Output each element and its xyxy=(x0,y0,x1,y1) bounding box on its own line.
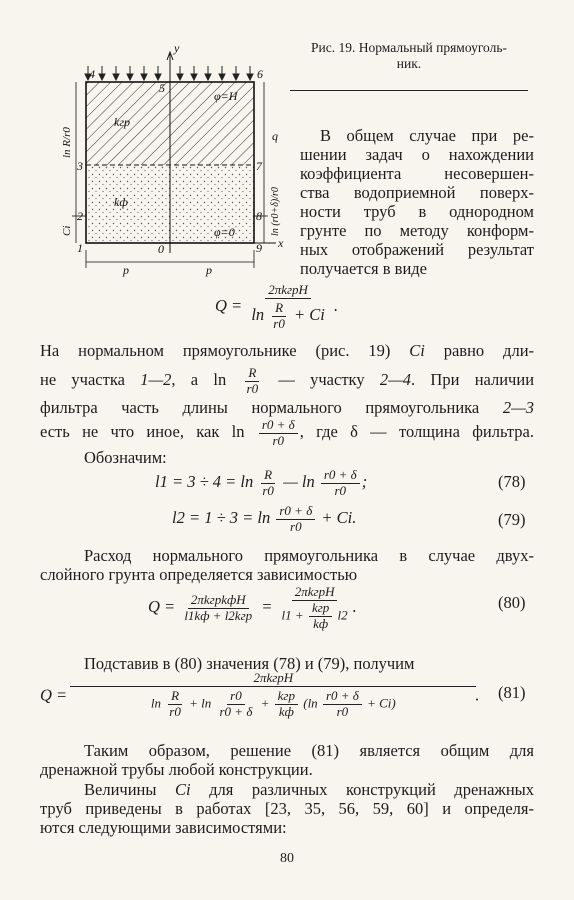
para6-l1a: Величины xyxy=(84,780,157,799)
eq81-d1: ln xyxy=(150,695,162,711)
para2-line-3 xyxy=(40,397,534,418)
eq78-end: ; xyxy=(361,472,368,492)
para6-line-2: труб приведены в работах [23, 35, 56, 59, 60] и определя- xyxy=(40,799,534,818)
eq78-number: (78) xyxy=(498,472,526,491)
k-gr-label: kгр xyxy=(114,115,131,129)
para2-l2c: , а ln xyxy=(171,370,227,390)
eq81-lhs: Q = xyxy=(40,685,68,705)
eq78-f2d: r0 xyxy=(334,482,347,498)
eq81-tail: . xyxy=(475,685,480,705)
para1-line-5: ности труб в однородном xyxy=(300,202,534,221)
para2-l4-frac-d: r0 xyxy=(272,432,285,448)
para3-line-2: слойного грунта определяется зависимостью xyxy=(40,565,358,584)
eq80-f2d-fn: kгр xyxy=(309,601,332,617)
para2-l2d: — участку xyxy=(278,370,365,390)
para2-l1a: На нормальном прямоугольнике (рис. 19) xyxy=(40,341,391,360)
para6-l1b: Ci xyxy=(174,780,191,799)
para1-line-2: шении задач о нахождении xyxy=(300,145,534,164)
para3-line-1: Расход нормального прямоугольника в случае двух- xyxy=(84,546,534,565)
eq-main-numerator: 2πkгрH xyxy=(265,283,311,299)
eq81-d2: + ln xyxy=(189,695,212,711)
para5-line-2: дренажной трубы любой конструкции. xyxy=(40,760,313,779)
para2-l4b: , где δ — толщина фильтра. xyxy=(299,422,534,442)
caption-line-1: Рис. 19. Нормальный прямоуголь- xyxy=(311,40,507,55)
eq81-d1d: r0 xyxy=(169,703,181,719)
eq81-d2n: r0 xyxy=(227,689,245,705)
para2-l2a: не участка xyxy=(40,370,125,390)
eq78-f2n: r0 + δ xyxy=(321,468,360,484)
y-axis-label: y xyxy=(174,41,180,55)
eq79-fn: r0 + δ xyxy=(276,504,315,520)
eq80-f2n: 2πkгрH xyxy=(292,585,338,601)
eq81-numerator: 2πkгрH xyxy=(70,671,476,687)
right-bottom-dimension: ln (r0+δ)/r0 xyxy=(270,187,281,236)
para2-l3b: 2—3 xyxy=(502,398,534,417)
caption-rule xyxy=(290,90,528,91)
eq79-number: (79) xyxy=(498,510,526,529)
eq78-f1n: R xyxy=(261,468,275,484)
left-bottom-dimension: Ci xyxy=(61,225,73,236)
para2-l4a: есть не что иное, как ln xyxy=(40,422,245,442)
point-5: 5 xyxy=(159,81,165,95)
para1-line-4: ства водоприемной поверх- xyxy=(300,183,534,202)
eq-main-den-ln: ln xyxy=(251,305,265,325)
para2-line-2 xyxy=(40,366,534,397)
eq81-d4: (ln xyxy=(303,695,318,711)
para2-l1b: Ci xyxy=(409,341,425,360)
caption-line-2: ник. xyxy=(396,56,422,71)
figure-normal-rectangle xyxy=(28,40,288,285)
para1-line-7: ных отображений результат xyxy=(300,240,534,259)
eq80-f1n: 2πkгрkфH xyxy=(188,593,249,609)
eq80-f2d-fd: kф xyxy=(313,615,329,631)
eq-main-den-rest: + Ci xyxy=(293,305,325,325)
eq80-eqs: = xyxy=(261,597,273,617)
eq81-d4n: r0 + δ xyxy=(323,689,362,705)
eq79-end: + Ci. xyxy=(321,508,357,528)
para4-line: Подставив в (80) значения (78) и (79), получим xyxy=(84,654,415,673)
point-4: 4 xyxy=(89,67,95,81)
p-left-label: p xyxy=(123,263,129,277)
equation-main xyxy=(215,283,338,332)
para2-l3a: фильтра часть длины нормального прямоугольника xyxy=(40,398,480,417)
eq-main-tail: . xyxy=(333,296,339,316)
para2-l2-frac-n: R xyxy=(245,366,259,382)
eq78-f1d: r0 xyxy=(262,482,274,498)
eq80-f2d-a: l1 + xyxy=(281,607,304,623)
eq80-f1d: l1kф + l2kгр xyxy=(184,607,253,623)
p-right-label: p xyxy=(206,263,212,277)
point-3: 3 xyxy=(77,159,83,173)
para1-line-3: коэффициента несовершен- xyxy=(300,164,534,183)
eq80-f2d-b: l2 xyxy=(337,607,348,623)
point-1: 1 xyxy=(77,241,83,255)
q-label: q xyxy=(272,129,278,143)
para6-line-3: ются следующими зависимостями: xyxy=(40,818,287,837)
para1-line-1: В общем случае при ре- xyxy=(320,126,534,145)
para2-l2-frac-d: r0 xyxy=(246,380,259,396)
eq-main-den-R: R xyxy=(272,301,286,317)
eq81-d2d: r0 + δ xyxy=(219,703,253,719)
eq81-d5: + Ci) xyxy=(367,695,396,711)
para6-l1c: для различных конструкций дренажных xyxy=(209,780,534,799)
eq79-lhs: l2 = 1 ÷ 3 = ln xyxy=(172,508,271,528)
eq81-d3n: kгр xyxy=(275,689,298,705)
eq81-d4d: r0 xyxy=(336,703,349,719)
figure-caption xyxy=(284,40,534,72)
point-8: 8 xyxy=(256,209,262,223)
eq81-d3: + xyxy=(260,695,270,711)
eq-main-den-r0: r0 xyxy=(273,315,285,331)
x-axis-label: x xyxy=(278,236,284,250)
phi-0-label: φ=0 xyxy=(214,225,235,239)
left-top-dimension: ln R/r0 xyxy=(61,127,73,158)
eq79-fd: r0 xyxy=(290,518,302,534)
para1-line-6: грунте по методу конформ- xyxy=(300,221,534,240)
eq81-d3d: kф xyxy=(278,703,294,719)
eq80-number: (80) xyxy=(498,593,526,612)
para2-l1c: равно дли- xyxy=(443,341,535,360)
equation-78 xyxy=(155,468,367,499)
eq80-tail: . xyxy=(352,597,357,617)
equation-79 xyxy=(172,504,356,535)
point-7: 7 xyxy=(256,159,262,173)
para6-line-1 xyxy=(84,779,534,800)
equation-81 xyxy=(40,671,480,720)
eq-main-lhs: Q = xyxy=(215,296,243,316)
point-0: 0 xyxy=(158,242,164,256)
para2-l4-frac-n: r0 + δ xyxy=(259,418,298,434)
para2-line-1 xyxy=(40,340,534,361)
point-6: 6 xyxy=(257,67,263,81)
point-9: 9 xyxy=(256,241,262,255)
point-2: 2 xyxy=(77,209,83,223)
para2-line-4 xyxy=(40,418,534,449)
para2-l2f: . При наличии xyxy=(411,370,535,390)
para5-line-1: Таким образом, решение (81) является общим для xyxy=(84,741,534,760)
eq80-lhs: Q = xyxy=(148,597,176,617)
eq81-number: (81) xyxy=(498,683,526,702)
oboz-line: Обозначим: xyxy=(84,448,167,467)
eq81-d1n: R xyxy=(168,689,182,705)
equation-80 xyxy=(148,585,357,632)
eq78-lhs: l1 = 3 ÷ 4 = ln xyxy=(155,472,254,492)
para2-l2e: 2—4 xyxy=(379,370,412,390)
phi-H-label: φ=H xyxy=(214,89,238,103)
eq78-mid: — ln xyxy=(283,472,315,492)
para2-l2b: 1—2 xyxy=(140,370,172,390)
k-f-label: kф xyxy=(114,195,128,209)
page-number: 80 xyxy=(280,851,294,866)
para1-line-8: получается в виде xyxy=(300,259,427,278)
